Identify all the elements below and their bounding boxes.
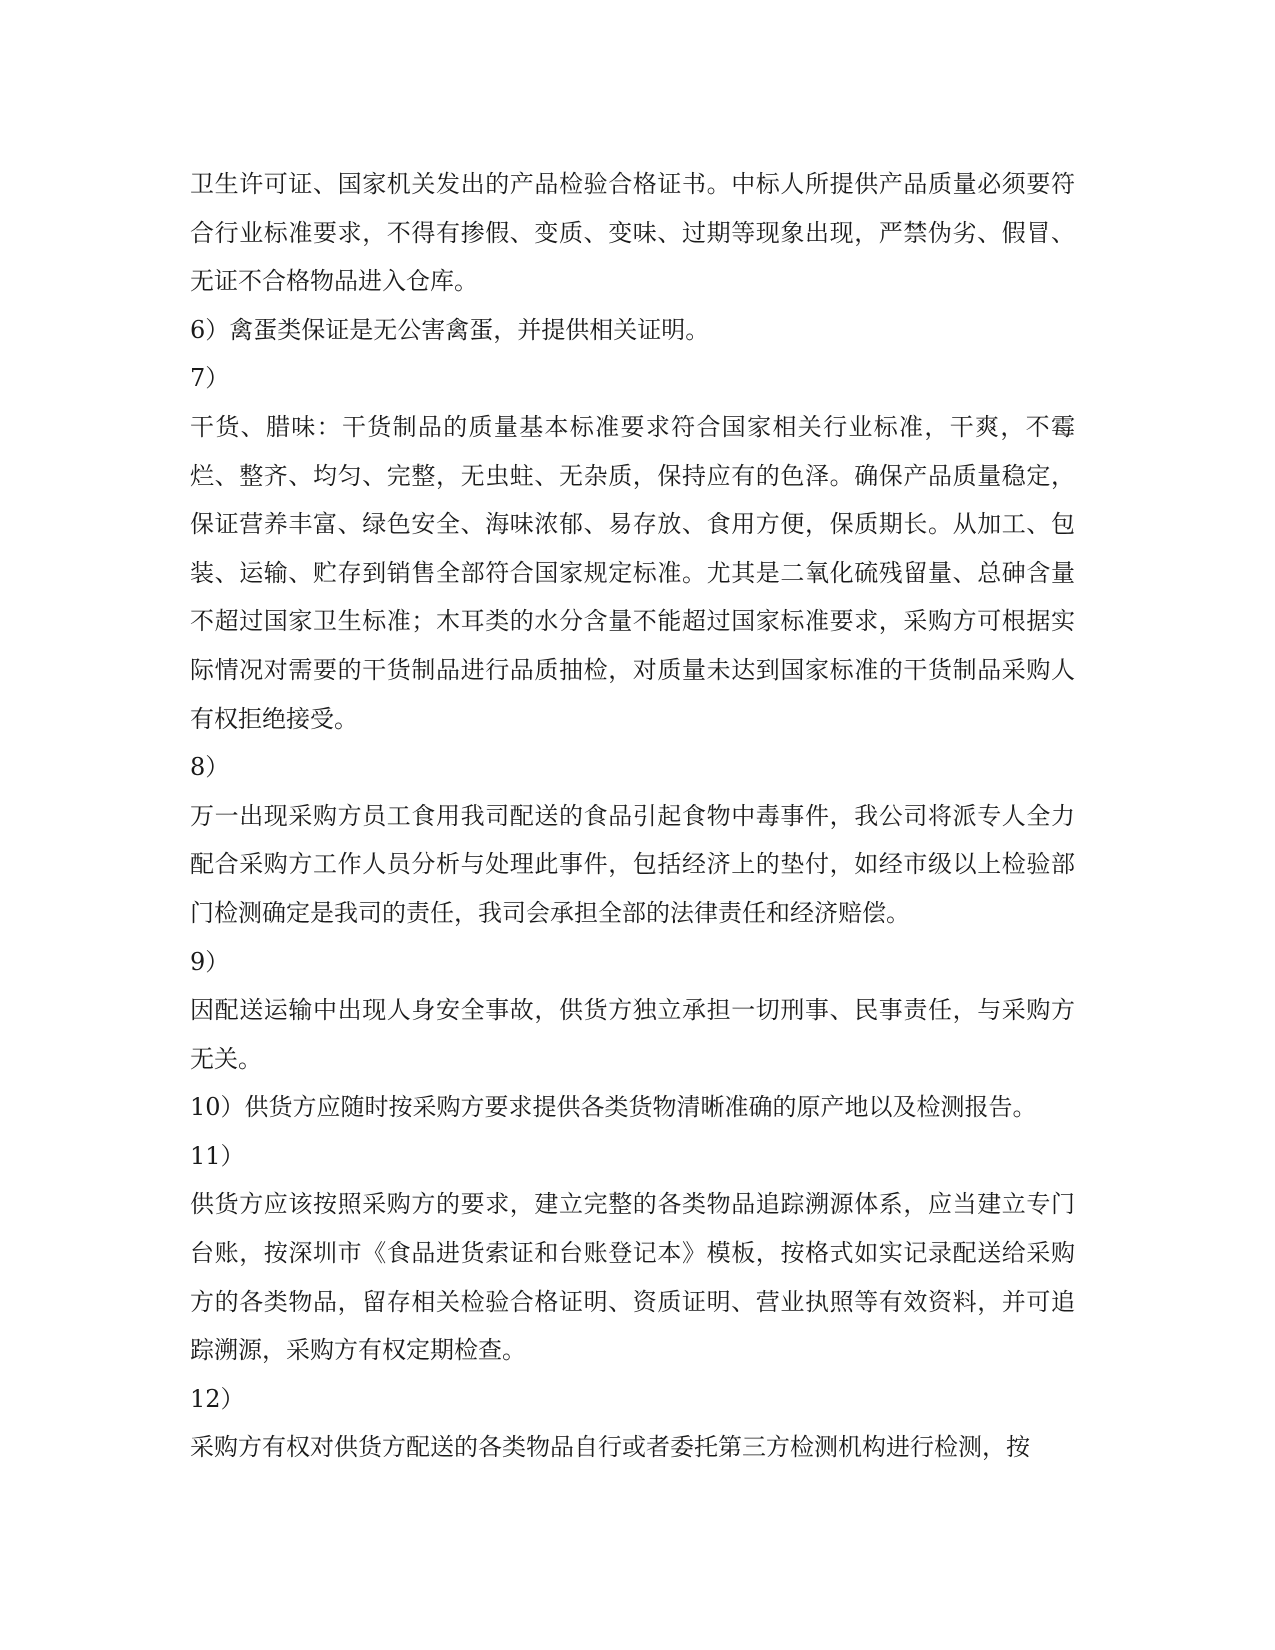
paragraph-item-8-food-poisoning: 万一出现采购方员工食用我司配送的食品引起食物中毒事件，我公司将派专人全力配合采购方工作人员分析与处理此事件，包括经济上的垫付，如经市级以上检验部门检测确定是我司的责任，我司会承担全部的法律责任和经济赔偿。 [190, 801, 1075, 927]
paragraph-item-12-number: 12） [190, 1384, 245, 1413]
paragraph-item-11-traceability: 供货方应该按照采购方的要求，建立完整的各类物品追踪溯源体系，应当建立专门台账，按深圳市《食品进货索证和台账登记本》模板，按格式如实记录配送给采购方的各类物品，留存相关检验合格证明、资质证明、营业执照等有效资料，并可追踪溯源，采购方有权定期检查。 [190, 1190, 1075, 1365]
paragraph-item-11-number: 11） [190, 1141, 245, 1170]
paragraph-item-9-transport-safety: 因配送运输中出现人身安全事故，供货方独立承担一切刑事、民事责任，与采购方无关。 [190, 996, 1075, 1073]
paragraph-item-8-number: 8） [190, 753, 230, 782]
paragraph-item-9-number: 9） [190, 947, 230, 976]
document-body [190, 160, 1075, 1472]
paragraph-item-12-inspection: 采购方有权对供货方配送的各类物品自行或者委托第三方检测机构进行检测，按 [190, 1433, 1030, 1462]
paragraph-item-7-number: 7） [190, 364, 230, 393]
paragraph-license-certificates: 卫生许可证、国家机关发出的产品检验合格证书。中标人所提供产品质量必须要符合行业标准要求，不得有掺假、变质、变味、过期等现象出现，严禁伪劣、假冒、无证不合格物品进入仓库。 [190, 170, 1075, 296]
paragraph-item-7-dry-goods: 干货、腊味：干货制品的质量基本标准要求符合国家相关行业标准，干爽，不霉烂、整齐、均匀、完整，无虫蛀、无杂质，保持应有的色泽。确保产品质量稳定，保证营养丰富、绿色安全、海味浓郁、易存放、食用方便，保质期长。从加工、包装、运输、贮存到销售全部符合国家规定标准。尤其是二氧化硫残留量、总砷含量不超过国家卫生标准；木耳类的水分含量不能超过国家标准要求，采购方可根据实际情况对需要的干货制品进行品质抽检，对质量未达到国家标准的干货制品采购人有权拒绝接受。 [190, 412, 1075, 733]
paragraph-item-6: 6）禽蛋类保证是无公害禽蛋，并提供相关证明。 [190, 315, 710, 344]
paragraph-item-10: 10）供货方应随时按采购方要求提供各类货物清晰准确的原产地以及检测报告。 [190, 1093, 1037, 1122]
